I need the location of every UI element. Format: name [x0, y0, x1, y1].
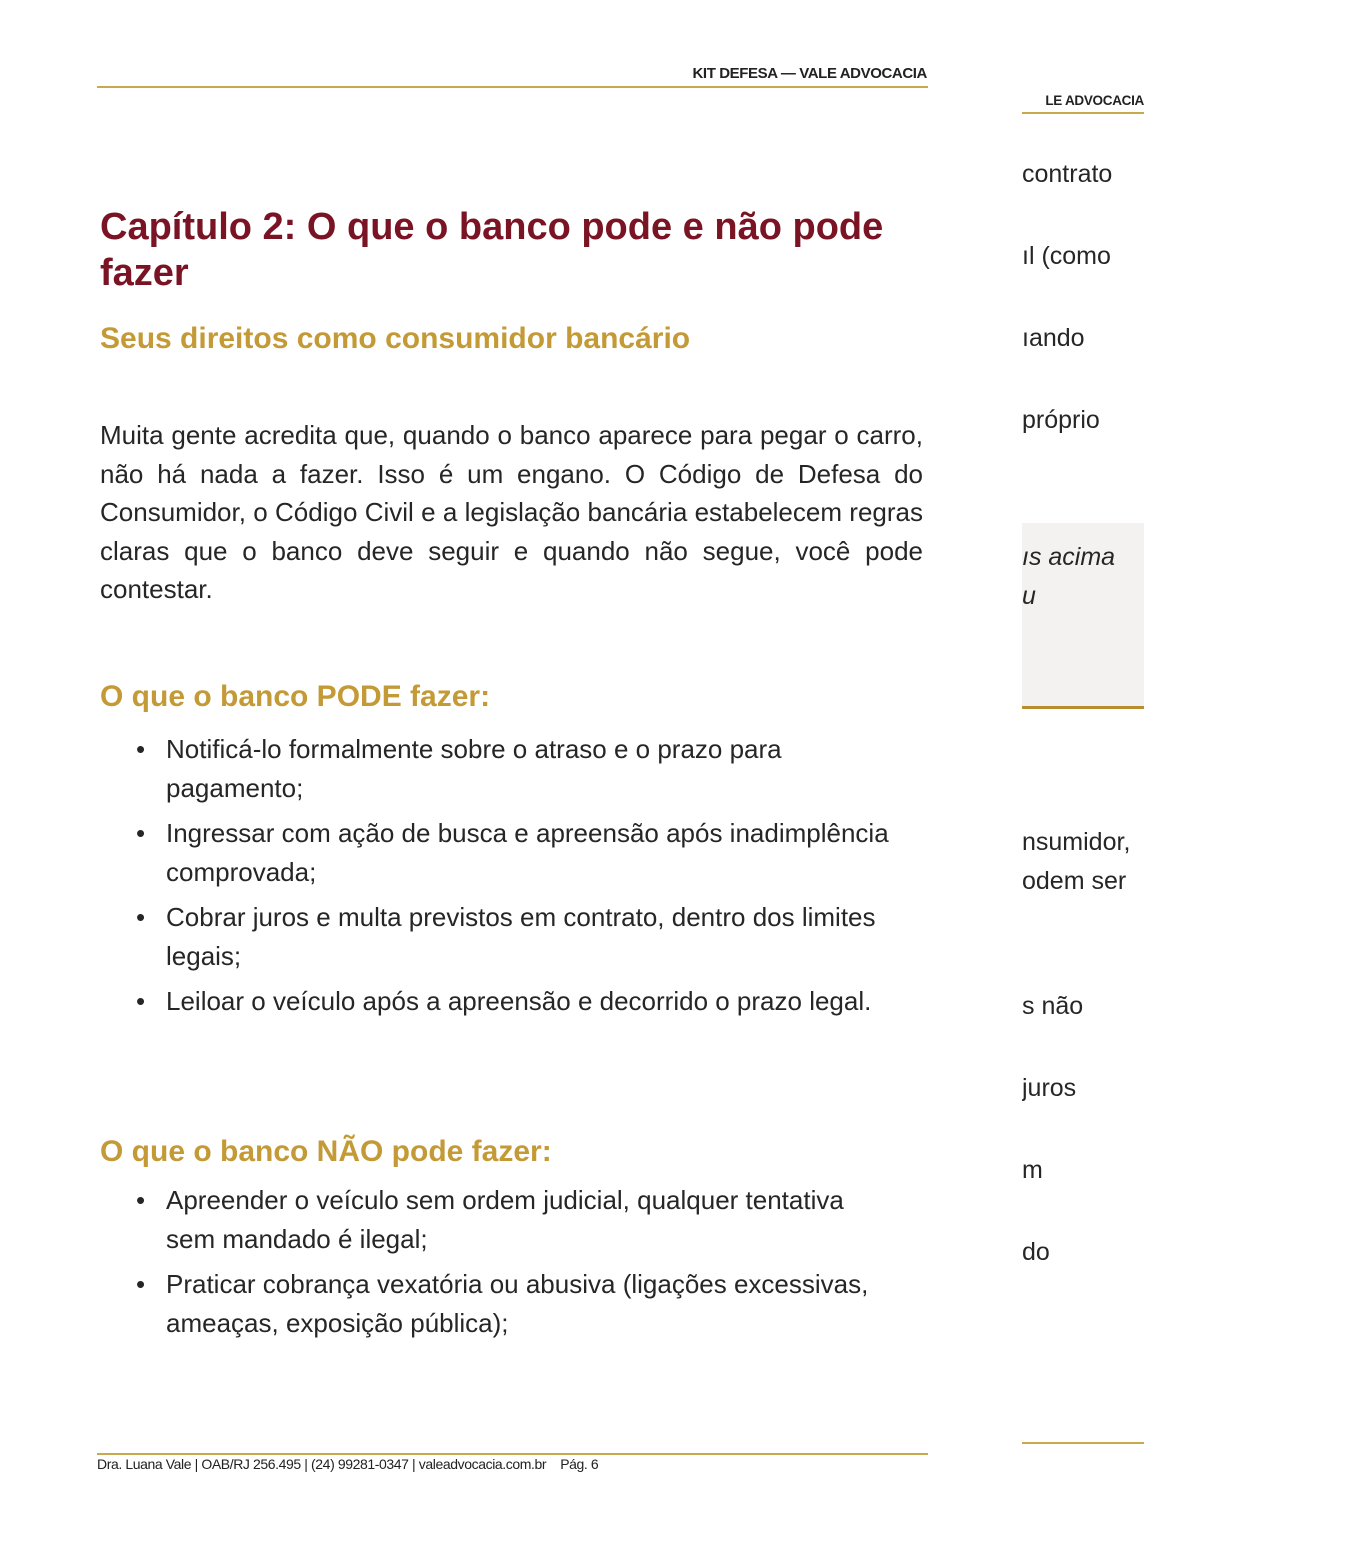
next-page-text-line: s não: [1022, 992, 1084, 1020]
chapter-title: Capítulo 2: O que o banco pode e não pode fazer: [100, 206, 884, 294]
next-page-text-line: contrato: [1022, 160, 1113, 188]
next-page-text-line: ıando: [1022, 324, 1085, 352]
chapter-subtitle: Seus direitos como consumidor bancário: [100, 322, 691, 355]
list-item: [130, 1181, 890, 1258]
can-do-list: [130, 730, 890, 1028]
cannot-do-list: [130, 1181, 890, 1349]
list-item: [130, 814, 890, 891]
cannot-do-heading: O que o banco NÃO pode fazer:: [100, 1135, 552, 1168]
list-item: [130, 1265, 890, 1342]
next-page-callout-line: u: [1022, 582, 1036, 610]
list-item-text: Cobrar juros e multa previstos em contrato, dentro dos limites legais;: [166, 902, 876, 971]
page-header: KIT DEFESA — VALE ADVOCACIA: [692, 65, 927, 82]
next-page-text-line: m: [1022, 1156, 1043, 1184]
bullet-icon: •: [136, 818, 146, 848]
footer-rule: [97, 1453, 928, 1455]
can-do-heading: O que o banco PODE fazer:: [100, 680, 491, 713]
next-page-header: LE ADVOCACIA: [1045, 93, 1144, 108]
page-number: Pág. 6: [560, 1456, 599, 1472]
bullet-icon: •: [136, 1269, 146, 1299]
header-rule: [97, 86, 928, 88]
bullet-icon: •: [136, 902, 146, 932]
next-page-callout-box: [1022, 523, 1144, 708]
next-page-text-line: odem ser: [1022, 867, 1127, 895]
page-footer: [97, 1456, 598, 1472]
next-page-text-line: próprio: [1022, 406, 1100, 434]
next-page-text-line: nsumidor,: [1022, 828, 1131, 856]
next-page-callout-rule: [1022, 706, 1144, 709]
list-item-text: Notificá-lo formalmente sobre o atraso e o prazo para pagamento;: [166, 734, 782, 803]
bullet-icon: •: [136, 734, 146, 764]
bullet-icon: •: [136, 986, 146, 1016]
next-page-text-line: juros: [1022, 1074, 1077, 1102]
next-page-callout-line: ıs acima: [1022, 543, 1116, 571]
list-item: [130, 730, 890, 807]
list-item-text: Ingressar com ação de busca e apreensão após inadimplência comprovada;: [166, 818, 889, 887]
list-item-text: Praticar cobrança vexatória ou abusiva (ligações excessivas, ameaças, exposição pública);: [166, 1269, 869, 1338]
next-page-footer-rule: [1022, 1442, 1144, 1444]
next-page-header-rule: [1022, 112, 1144, 114]
footer-contact: Dra. Luana Vale | OAB/RJ 256.495 | (24) 99281-0347 | valeadvocacia.com.br: [97, 1456, 547, 1472]
next-page-text-line: do: [1022, 1238, 1050, 1266]
bullet-icon: •: [136, 1185, 146, 1215]
list-item-text: Apreender o veículo sem ordem judicial, qualquer tentativa sem mandado é ilegal;: [166, 1185, 844, 1254]
next-page-preview: [1022, 0, 1144, 1549]
list-item: [130, 982, 890, 1021]
list-item-text: Leiloar o veículo após a apreensão e decorrido o prazo legal.: [166, 986, 872, 1016]
intro-paragraph: Muita gente acredita que, quando o banco aparece para pegar o carro, não há nada a fazer. Isso é um engano. O Código de Defesa do Consumidor, o Código Civil e a legislação bancária estabelecem regras claras que o banco deve seguir e quando não segue, você pode contestar.: [100, 420, 923, 604]
next-page-text-line: ıl (como: [1022, 242, 1111, 270]
list-item: [130, 898, 890, 975]
